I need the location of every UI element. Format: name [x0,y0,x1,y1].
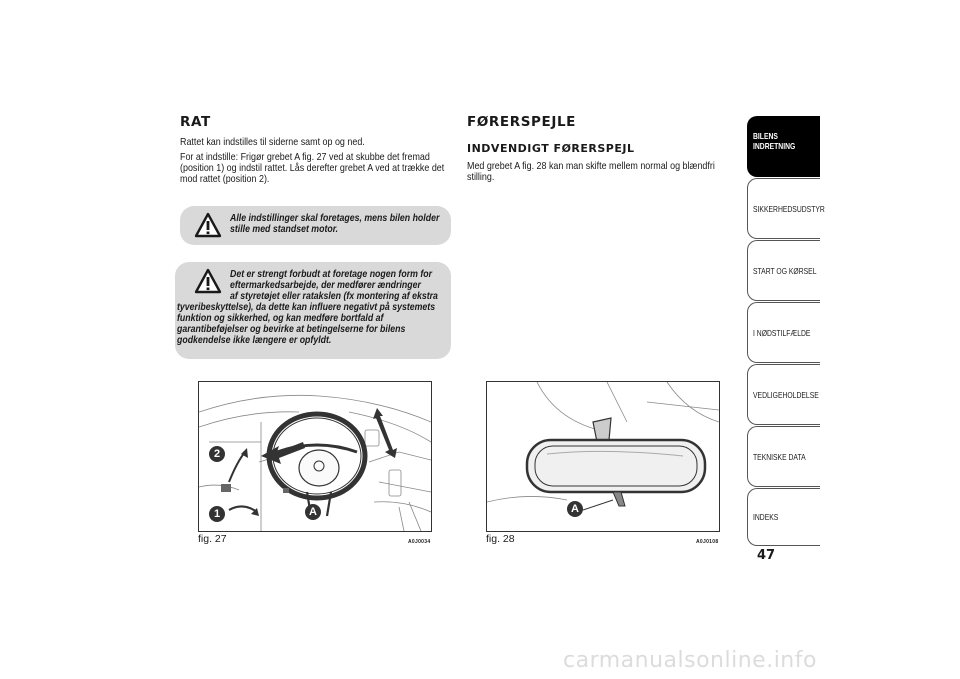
tab-label: I NØDSTILFÆLDE [753,327,811,338]
tab-label: TEKNISKE DATA [753,451,806,462]
callout-a-badge [305,504,321,520]
text-line: af styretøjet eller ratakslen (fx montering af ekstra [230,291,438,302]
subheading-indvendigt: INDVENDIGT FØRERSPEJL [467,142,635,155]
tab-sikkerhedsudstyr[interactable] [747,178,825,239]
tab-label: INDEKS [753,512,779,522]
text-line: stilling. [467,172,495,184]
tab-label: START OG KØRSEL [753,265,817,276]
text-line: godkendelse ikke længere er opfyldt. [177,335,332,346]
callout-2-badge [209,446,225,462]
tab-bilens-indretning[interactable] [747,116,820,177]
text-line: Med grebet A fig. 28 kan man skifte mellem normal og blændfri [467,161,715,172]
tab-vedligeholdelse[interactable] [747,364,820,425]
rear-view-mirror-illustration [487,382,719,531]
text-line: mod rattet (position 2). [180,174,270,186]
text-line: (position 1) og indstil rattet. Lås derefter grebet A ved at trække det [180,163,445,175]
tab-i-nodstilfaelde[interactable] [747,302,820,363]
section-heading-rat: RAT [180,114,211,130]
tab-tekniske-data[interactable] [747,426,820,487]
rat-paragraph-1: Rattet kan indstilles til siderne samt op og ned. [180,137,365,148]
figure-28-mirror [486,381,720,532]
text-line: stille med standset motor. [230,224,339,235]
tab-start-og-korsel[interactable] [747,240,820,301]
text-line: funktion og sikkerhed, og kan medføre bortfald af [177,313,384,324]
mirror-paragraph [467,161,742,183]
callout-label: 1 [213,508,221,520]
callout-1-badge [209,506,225,522]
warning-triangle-icon [194,212,222,238]
warning-triangle-icon [194,268,222,294]
text-line: garantibeføjelser og bevirke at betingelserne for bilens [177,324,406,335]
tab-label: VEDLIGEHOLDELSE [753,389,819,400]
text-line: For at indstille: Frigør grebet A fig. 27 ved at skubbe det fremad [180,152,430,163]
warning-text-2a [230,269,488,302]
figure-28-code: A0J0108 [696,539,719,545]
figure-28-label: fig. 28 [486,533,515,545]
tab-label: BILENS INDRETNING [753,131,796,151]
warning-text-2b [177,302,452,346]
warning-box-1 [180,206,451,245]
section-heading-forerspejle: FØRERSPEJLE [467,114,576,130]
figure-27-label: fig. 27 [198,533,227,545]
watermark: carmanualsonline.info [563,648,817,673]
text-line: tyveribeskyttelse), da dette kan influere negativt på systemets [177,302,436,313]
warning-text-1 [230,213,454,235]
text-line: Alle indstillinger skal foretages, mens bilen holder [230,213,440,224]
tab-indeks[interactable] [747,488,820,546]
callout-a-badge [567,501,583,517]
text-line: eftermarkedsarbejde, der medfører ændringer [230,280,421,291]
tab-label: SIKKERHEDSUDSTYR [753,203,825,214]
callout-label: 2 [213,448,221,460]
callout-label: A [571,503,579,515]
text-line: Det er strengt forbudt at foretage nogen form for [230,269,433,280]
page-number: 47 [757,548,776,563]
rat-paragraph-2 [180,152,472,186]
figure-27-code: A0J0034 [408,539,431,545]
figure-27-steering-wheel [198,381,432,532]
warning-box-2 [175,262,451,359]
callout-label: A [309,506,317,518]
